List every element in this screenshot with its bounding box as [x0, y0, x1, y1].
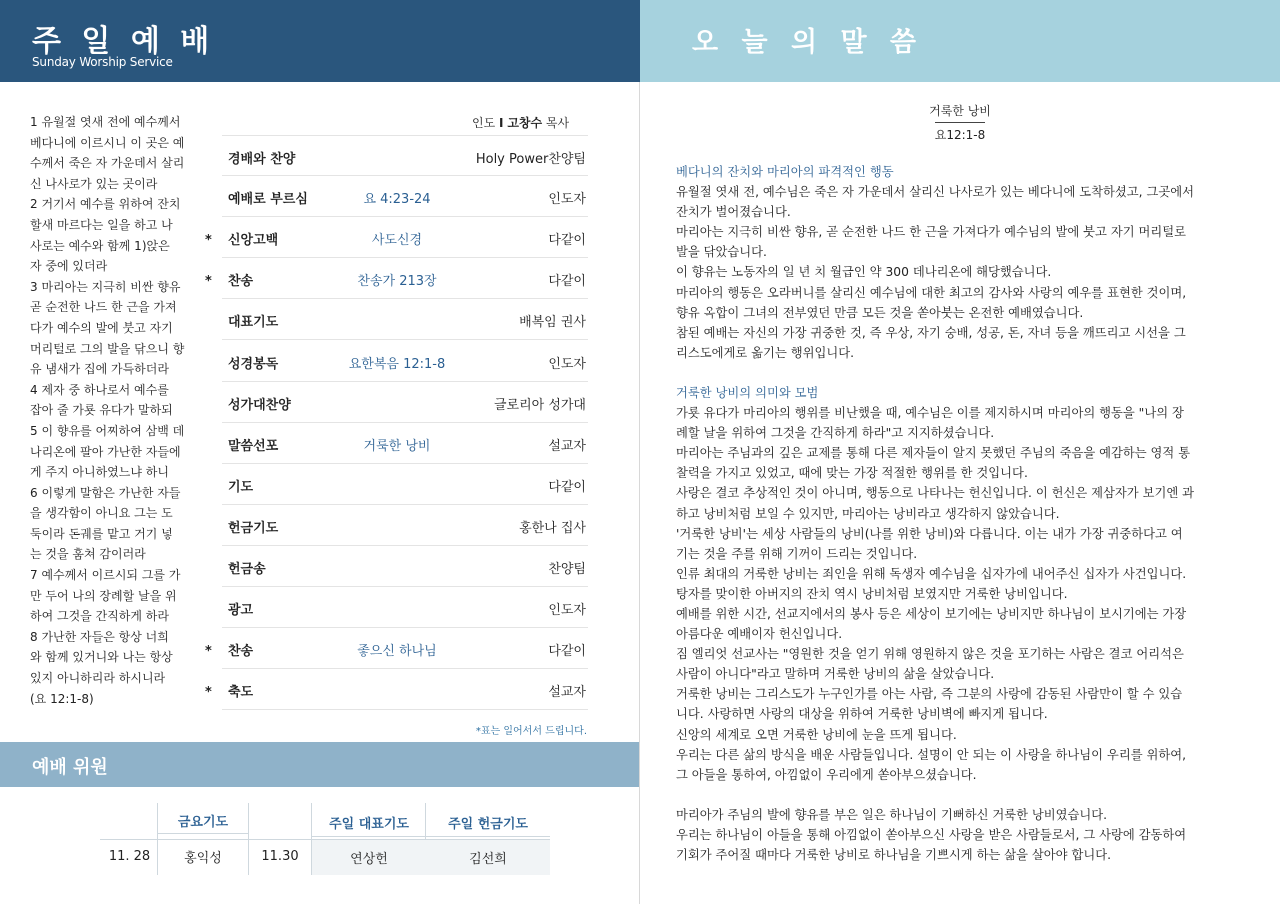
- order-note: *표는 일어서서 드립니다.: [475, 726, 587, 737]
- scripture-line: 는 것을 훔쳐 감이러라: [30, 547, 146, 562]
- staff-friday-name: 홍익성: [184, 851, 222, 866]
- sermon-line: 우리는 다른 삶의 방식을 배운 사람들입니다. 설명이 안 되는 이 사랑을 하나님이 우리를 위하여,: [676, 747, 1187, 762]
- order-item-name: 축도: [228, 685, 254, 701]
- sermon-line: 사람이 아니다"라고 말하며 거룩한 낭비의 삶을 살았습니다.: [676, 667, 995, 682]
- scripture-line: 1 유월절 엿새 전에 예수께서: [30, 115, 181, 129]
- order-row: [205, 217, 588, 258]
- sermon-line: 아름다운 예배이자 헌신입니다.: [676, 627, 843, 642]
- order-row: [222, 505, 588, 546]
- scripture-line: 신 나사로가 있는 곳이라: [30, 176, 158, 191]
- order-row: [205, 628, 588, 669]
- scripture-line: 7 예수께서 이르시되 그를 가: [30, 568, 181, 583]
- order-row: [222, 464, 588, 505]
- order-item-leader: 설교자: [548, 438, 586, 454]
- sermon-line: 마리아의 행동은 오라버니를 살리신 예수님에 대한 최고의 감사와 사랑의 예우를 표현한 것이며,: [676, 285, 1187, 300]
- staff-offering-header: 주일 헌금기도: [448, 817, 528, 832]
- left-header-subtitle: Sunday Worship Service: [32, 55, 173, 69]
- scripture-line: 베다니에 이르시니 이 곳은 예: [30, 135, 185, 150]
- order-leader-title: 목사: [545, 116, 570, 130]
- sermon-line: 마리아는 지극히 비싼 향유, 곧 순전한 나드 한 근을 가져다가 예수님의 발에 붓고 자기 머리털로: [676, 225, 1187, 240]
- staff-prayer-header: 주일 대표기도: [329, 817, 409, 832]
- scripture-line: 와 함께 있거니와 나는 항상: [30, 650, 173, 665]
- order-row: [222, 587, 588, 628]
- sermon-line: 니다. 사랑하면 사랑의 대상을 위하여 거룩한 낭비벽에 빠지게 됩니다.: [676, 707, 1048, 722]
- page-divider: [639, 82, 640, 904]
- sermon-line: 리스도에게로 옮기는 행위입니다.: [676, 345, 855, 360]
- scripture-line: 수께서 죽은 자 가운데서 살리: [30, 156, 185, 171]
- order-leader-role: 인도: [472, 116, 496, 130]
- staff-header: [0, 742, 640, 787]
- scripture-text: [30, 112, 196, 709]
- sermon-line: 그 아들을 통하여, 아낌없이 우리에게 쏟아부으셨습니다.: [676, 767, 977, 782]
- sermon-line: 유월절 엿새 전, 예수님은 죽은 자 가운데서 살리신 나사로가 있는 베다니에 도착하셨고, 그곳에서: [676, 185, 1194, 200]
- order-item-leader: 인도자: [548, 192, 586, 208]
- scripture-line: 만 두어 나의 장례할 날을 위: [30, 588, 177, 603]
- scripture-line: 있지 아니하리라 하시니라: [30, 671, 166, 686]
- order-row: [222, 423, 588, 464]
- sermon-line: 례할 날을 위하여 그것을 간직하게 하라"고 지지하셨습니다.: [676, 426, 995, 441]
- scripture-line: 6 이렇게 말함은 가난한 자들: [30, 485, 181, 500]
- sermon-line: 잔치가 벌어졌습니다.: [676, 205, 791, 220]
- sermon-line: 기회가 주어질 때마다 거룩한 낭비로 하나님을 기쁘시게 하는 삶을 살아야 합니다.: [676, 848, 1111, 862]
- order-leader-name: 고창수: [507, 116, 543, 130]
- order-item-leader: 인도자: [548, 356, 586, 372]
- scripture-line: (요 12:1-8): [30, 691, 94, 706]
- order-star: *: [205, 233, 212, 249]
- scripture-line: 잡아 줄 가룟 유다가 말하되: [30, 403, 173, 418]
- scripture-line: 을 생각함이 아니요 그는 도: [30, 506, 173, 521]
- sermon-line: 인류 최대의 거룩한 낭비는 죄인을 위해 독생자 예수님을 십자가에 내어주신 십자가 사건입니다.: [676, 566, 1187, 581]
- sermon-line: 마리아가 주님의 발에 향유를 부은 일은 하나님이 기뻐하신 거룩한 낭비였습니다.: [676, 807, 1108, 822]
- order-row: [205, 258, 588, 299]
- scripture-line: 하여 그것을 간직하게 하라: [30, 609, 169, 624]
- order-row: [222, 299, 588, 340]
- scripture-panel: [0, 82, 200, 742]
- order-item-detail: 요 4:23-24: [363, 192, 431, 208]
- scripture-line: 둑이라 돈궤를 맡고 거기 넣: [30, 526, 173, 541]
- scripture-line: 유 냄새가 집에 가득하더라: [30, 362, 169, 377]
- order-item-detail: 사도신경: [371, 233, 423, 249]
- staff-table: [100, 803, 552, 875]
- sermon-line: 기는 것을 주를 위해 기꺼이 드리는 것입니다.: [676, 546, 918, 561]
- order-row: [222, 135, 588, 176]
- sermon-line: 사랑은 결코 추상적인 것이 아니며, 행동으로 나타나는 헌신입니다. 이 헌신은 제삼자가 보기엔 과: [676, 486, 1194, 501]
- order-item-detail: 찬송가 213장: [357, 274, 437, 290]
- right-header: [640, 0, 1280, 82]
- order-row: [222, 546, 588, 587]
- scripture-line: 할새 마르다는 일을 하고 나: [30, 217, 173, 232]
- order-leader-sep: I: [499, 116, 504, 130]
- order-star: *: [205, 274, 212, 290]
- order-item-leader: Holy Power찬양팀: [475, 152, 586, 167]
- left-header-title: 주 일 예 배: [32, 24, 215, 59]
- sermon-heading: 거룩한 낭비의 의미와 모범: [676, 385, 819, 400]
- order-item-name: 기도: [228, 479, 254, 495]
- order-item-leader: 설교자: [548, 685, 586, 701]
- sermon-line: 찰력을 가지고 있었고, 때에 맞는 가장 적절한 행위를 한 것입니다.: [676, 466, 1028, 481]
- staff-friday-date: 11. 28: [108, 849, 151, 864]
- scripture-line: 곧 순전한 나드 한 근을 가져: [30, 300, 177, 315]
- scripture-line: 5 이 향유를 어찌하여 삼백 데: [30, 423, 185, 438]
- order-item-name: 광고: [228, 603, 254, 619]
- sermon-line: 거룩한 낭비는 그리스도가 누구인가를 아는 사람, 즉 그분의 사랑에 감동된 사람만이 할 수 있습: [676, 687, 1183, 702]
- order-item-leader: 다같이: [548, 644, 586, 660]
- scripture-line: 3 마리아는 지극히 비싼 향유: [30, 279, 181, 294]
- staff-offering-name: 김선희: [469, 852, 507, 867]
- order-item-leader: 찬양팀: [548, 562, 586, 577]
- order-item-name: 경배와 찬양: [228, 152, 296, 167]
- sermon-heading: 베다니의 잔치와 마리아의 파격적인 행동: [676, 165, 894, 179]
- staff-prayer-name: 연상헌: [350, 852, 388, 867]
- scripture-line: 머리털로 그의 발을 닦으니 향: [30, 341, 185, 356]
- scripture-line: 다가 예수의 발에 붓고 자기: [30, 320, 173, 335]
- sermon-line: 가룟 유다가 마리아의 행위를 비난했을 때, 예수님은 이를 제지하시며 마리아의 행동을 "나의 장: [676, 406, 1184, 421]
- order-star: *: [205, 685, 212, 701]
- staff-sunday-date: 11.30: [261, 849, 299, 864]
- sermon-line: 마리아는 주님과의 깊은 교제를 통해 다른 제자들이 알지 못했던 주님의 죽음을 예감하는 영적 통: [676, 446, 1191, 461]
- sermon-line: '거룩한 낭비'는 세상 사람들의 낭비(나를 위한 낭비)와 다릅니다. 이는 내가 가장 귀중하다고 여: [676, 526, 1183, 541]
- order-item-name: 대표기도: [228, 315, 279, 331]
- sermon-line: 발을 닦았습니다.: [676, 245, 767, 260]
- sermon-body: [676, 162, 1244, 865]
- staff-line: [312, 836, 550, 837]
- order-item-name: 예배로 부르심: [228, 192, 308, 208]
- order-item-name: 찬송: [228, 274, 254, 290]
- sermon-line: 예배를 위한 시간, 선교지에서의 봉사 등은 세상이 보기에는 낭비지만 하나님이 보시기에는 가장: [676, 606, 1187, 621]
- order-row: [222, 176, 588, 217]
- sermon-line: 하고 낭비처럼 보일 수 있지만, 마리아는 낭비라고 생각하지 않았습니다.: [676, 506, 1060, 521]
- scripture-line: 2 거기서 예수를 위하여 잔치: [30, 197, 181, 212]
- left-header: [0, 0, 640, 82]
- sermon-gap: [676, 363, 1244, 383]
- sermon-line: 이 향유는 노동자의 일 년 치 월급인 약 300 데나리온에 해당했습니다.: [676, 265, 1052, 280]
- sermon-line: 신앙의 세계로 오면 거룩한 낭비에 눈을 뜨게 됩니다.: [676, 727, 957, 742]
- sermon-title-block: [640, 102, 1280, 143]
- order-item-leader: 다같이: [548, 233, 586, 249]
- staff-header-title: 예배 위원: [32, 757, 108, 778]
- sermon-line: 짐 엘리엇 선교사는 "영원한 것을 얻기 위해 영원하지 않은 것을 포기하는 사람은 결코 어리석은: [676, 647, 1184, 662]
- order-item-leader: 다같이: [548, 479, 586, 495]
- scripture-line: 게 주지 아니하였느냐 하니: [30, 465, 169, 480]
- order-star: *: [205, 644, 212, 660]
- scripture-line: 4 제자 중 하나로서 예수를: [30, 382, 169, 397]
- sermon-reference: 요12:1-8: [935, 122, 986, 143]
- staff-vline: [248, 803, 249, 875]
- order-item-detail: 요한복음 12:1-8: [348, 356, 446, 372]
- staff-line: [158, 833, 248, 834]
- scripture-line: 나리온에 팔아 가난한 자들에: [30, 444, 181, 459]
- order-item-detail: 거룩한 낭비: [363, 438, 431, 454]
- order-item-leader: 홍한나 집사: [519, 520, 586, 536]
- order-item-name: 신앙고백: [228, 233, 279, 249]
- order-item-leader: 다같이: [548, 274, 586, 290]
- sermon-gap: [676, 785, 1244, 805]
- order-item-leader: 인도자: [548, 603, 586, 619]
- order-row: [222, 341, 588, 382]
- order-leader: [472, 114, 569, 131]
- order-item-name: 헌금송: [228, 562, 266, 577]
- order-item-detail: 좋으신 하나님: [357, 644, 437, 660]
- order-item-name: 말씀선포: [228, 438, 279, 454]
- order-row: [205, 669, 588, 710]
- order-item-name: 성가대찬양: [228, 397, 291, 413]
- order-item-name: 성경봉독: [228, 356, 279, 372]
- sermon-title: 거룩한 낭비: [929, 104, 991, 118]
- sermon-line: 참된 예배는 자신의 가장 귀중한 것, 즉 우상, 자기 숭배, 성공, 돈, 자녀 등을 깨뜨리고 시선을 그: [676, 325, 1186, 340]
- scripture-line: 사로는 예수와 함께 1)앉은: [30, 238, 170, 253]
- sermon-line: 향유 옥합이 그녀의 전부였던 만큼 모든 것을 쏟아붓는 온전한 예배였습니다.: [676, 305, 1084, 320]
- staff-friday-header: 금요기도: [177, 815, 229, 830]
- order-item-leader: 글로리아 성가대: [493, 397, 586, 413]
- right-header-title: 오 늘 의 말 씀: [692, 27, 924, 58]
- scripture-line: 8 가난한 자들은 항상 너희: [30, 629, 169, 644]
- sermon-line: 우리는 하나님이 아들을 통해 아낌없이 쏟아부으신 사랑을 받은 사람들로서, 그 사랑에 감동하여: [676, 827, 1187, 842]
- order-of-service: [200, 82, 640, 742]
- order-item-leader: 배복임 권사: [519, 315, 586, 331]
- order-item-name: 찬송: [228, 644, 254, 660]
- order-item-name: 헌금기도: [228, 520, 279, 536]
- order-row: [222, 382, 588, 423]
- scripture-line: 자 중에 있더라: [30, 259, 108, 274]
- sermon-line: 탕자를 맞이한 아버지의 잔치 역시 낭비처럼 보였지만 거룩한 낭비입니다.: [676, 586, 1068, 601]
